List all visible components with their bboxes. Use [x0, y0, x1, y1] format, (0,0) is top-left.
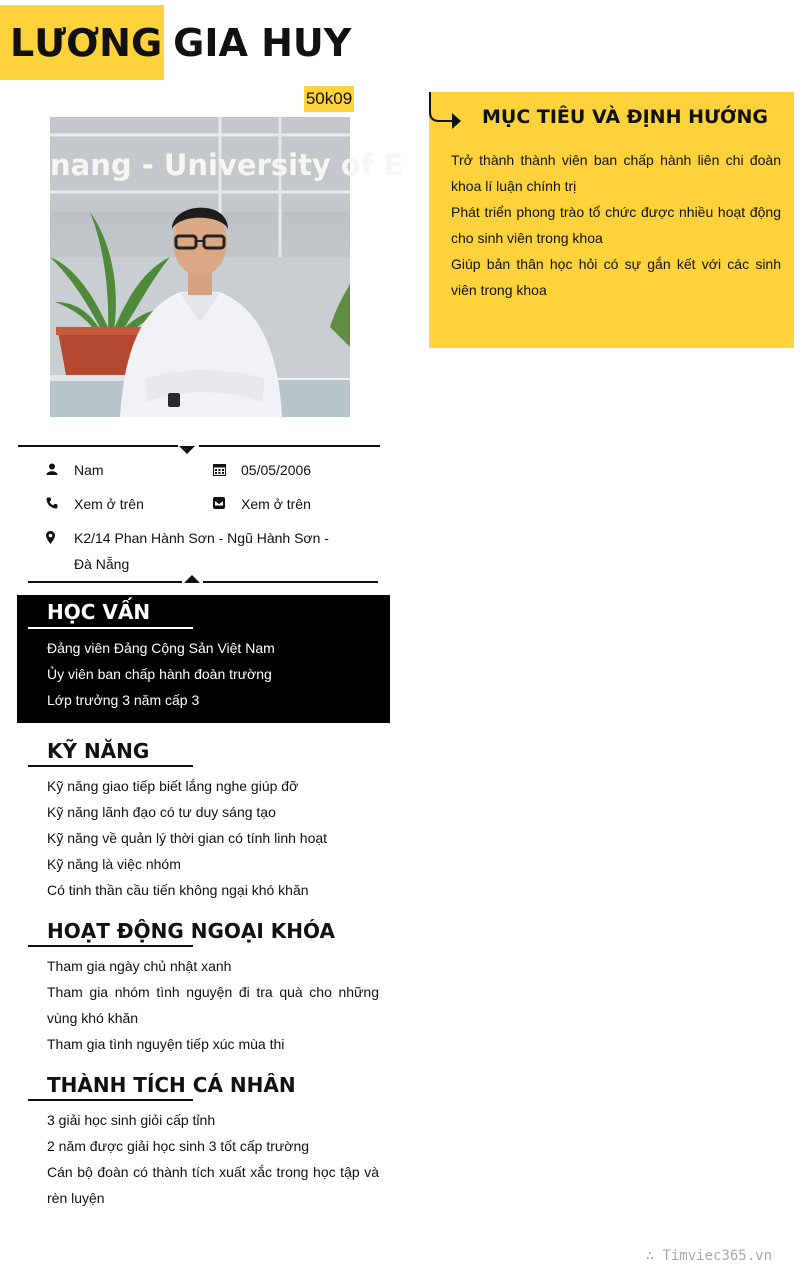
phone-icon [46, 491, 74, 517]
list-item: Kỹ năng là việc nhóm [47, 856, 181, 872]
list-item: Giúp bản thân học hỏi có sự gắn kết với các sinh viên trong khoa [451, 256, 781, 298]
achievements-title: THÀNH TÍCH CÁ NHÂN [47, 1073, 296, 1097]
list-item: Cán bộ đoàn có thành tích xuất xắc trong học tập và rèn luyện [47, 1164, 379, 1206]
calendar-icon [213, 457, 241, 483]
list-item: Kỹ năng giao tiếp biết lắng nghe giúp đỡ [47, 778, 299, 794]
watermark: ∴ Timviec365.vn [645, 1248, 772, 1264]
section-skills [17, 736, 390, 906]
activities-title: HOẠT ĐỘNG NGOẠI KHÓA [47, 919, 335, 943]
activities-list [47, 953, 379, 1057]
section-education [17, 595, 390, 723]
list-item: Kỹ năng về quản lý thời gian có tính linh hoạt [47, 830, 328, 846]
skills-underline [28, 765, 193, 767]
list-item: Có tinh thần cầu tiến không ngại khó khăn [47, 882, 309, 898]
goals-title: MỤC TIÊU VÀ ĐỊNH HƯỚNG [482, 106, 768, 128]
curved-arrow-icon [429, 92, 465, 137]
education-title: HỌC VẤN [47, 600, 151, 624]
achievements-list [47, 1107, 379, 1211]
activities-underline [28, 945, 193, 947]
list-item: Kỹ năng lãnh đạo có tư duy sáng tạo [47, 804, 276, 820]
user-icon [46, 457, 74, 483]
class-badge: 50k09 [304, 86, 354, 112]
list-item: Trở thành thành viên ban chấp hành liên chi đoàn khoa lí luận chính trị [451, 152, 781, 194]
info-top-line-right [199, 445, 380, 447]
list-item: Tham gia ngày chủ nhật xanh [47, 958, 232, 974]
info-email [213, 491, 311, 517]
info-bottom-arrow-icon [184, 575, 200, 583]
list-item: Lớp trưởng 3 năm cấp 3 [47, 692, 200, 708]
info-bottom-line-right [203, 581, 378, 583]
birthday-value: 05/05/2006 [241, 462, 312, 478]
phone-value: Xem ở trên [74, 496, 144, 512]
profile-photo [50, 117, 404, 417]
achievements-underline [28, 1099, 193, 1101]
list-item: Đảng viên Đảng Cộng Sản Việt Nam [47, 640, 275, 656]
address-value: K2/14 Phan Hành Sơn - Ngũ Hành Sơn - Đà Nẵng [74, 530, 329, 572]
section-achievements [17, 1070, 390, 1215]
list-item: 3 giải học sinh giỏi cấp tỉnh [47, 1112, 216, 1128]
envelope-icon [213, 491, 241, 517]
info-birthday [213, 457, 311, 483]
photo-banner-text: nang - University of E [50, 148, 404, 182]
info-phone [46, 491, 144, 517]
info-top-line-left [18, 445, 178, 447]
candidate-name [0, 5, 351, 80]
map-marker-icon [46, 525, 74, 577]
list-item: Phát triển phong trào tổ chức được nhiều hoạt động cho sinh viên trong khoa [451, 204, 781, 246]
list-item: Tham gia tình nguyện tiếp xúc mùa thi [47, 1036, 285, 1052]
education-list [47, 635, 379, 713]
education-underline [28, 627, 193, 629]
info-gender [46, 457, 104, 483]
gender-value: Nam [74, 462, 104, 478]
skills-list [47, 773, 379, 903]
info-address [46, 525, 336, 577]
section-goals [429, 92, 794, 348]
info-top-arrow-icon [179, 446, 195, 454]
email-value: Xem ở trên [241, 496, 311, 512]
list-item: Tham gia nhóm tình nguyện đi tra quà cho những vùng khó khăn [47, 984, 379, 1026]
goals-list [451, 147, 781, 303]
section-activities [17, 916, 390, 1061]
name-first-highlight: LƯƠNG [0, 5, 164, 80]
info-bottom-line-left [28, 581, 182, 583]
list-item: Ủy viên ban chấp hành đoàn trường [47, 666, 272, 682]
skills-title: KỸ NĂNG [47, 739, 150, 763]
name-last: GIA HUY [173, 20, 352, 65]
list-item: 2 năm được giải học sinh 3 tốt cấp trường [47, 1138, 310, 1154]
